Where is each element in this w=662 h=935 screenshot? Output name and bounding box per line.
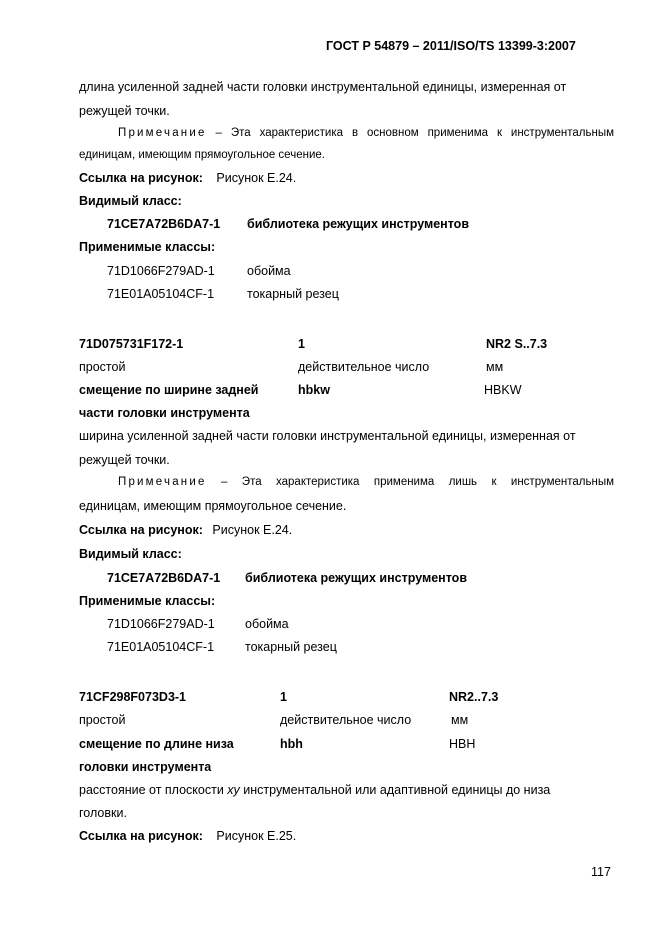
property-name: части головки инструмента <box>79 406 250 420</box>
description-text: инструментальной или адаптивной единицы до низа <box>239 783 551 797</box>
property-code: HBH <box>449 737 476 751</box>
property-code: HBKW <box>484 383 522 397</box>
applicable-class-name: токарный резец <box>247 287 339 301</box>
figure-reference <box>79 523 292 537</box>
applicable-class-name: обойма <box>247 264 291 278</box>
applicable-class-code: 71E01A05104CF-1 <box>107 640 215 654</box>
note-line: единицам, имеющим прямоугольное сечение. <box>79 149 325 161</box>
property-datatype: действительное число <box>298 360 430 374</box>
note-label: Примечание <box>118 476 207 488</box>
figure-reference <box>79 829 296 843</box>
visible-class-name: библиотека режущих инструментов <box>245 571 468 585</box>
property-ref: NR2 S..7.3 <box>486 337 548 351</box>
property-unit: мм <box>486 360 504 374</box>
visible-class-label: Видимый класс: <box>79 194 182 208</box>
property-id: 71CF298F073D3-1 <box>79 690 187 704</box>
property-type: простой <box>79 713 126 727</box>
applicable-class-code: 71E01A05104CF-1 <box>107 287 215 301</box>
visible-class-code: 71CE7A72B6DA7-1 <box>107 571 221 585</box>
description-line: длина усиленной задней части головки инструментальной единицы, измеренная от <box>79 80 567 94</box>
applicable-class-code: 71D1066F279AD-1 <box>107 617 215 631</box>
note-line <box>118 127 614 139</box>
visible-class-label: Видимый класс: <box>79 547 182 561</box>
figure-reference-value: Рисунок Е.24. <box>216 171 297 185</box>
note-text: – Эта характеристика применима лишь к инструментальным <box>206 476 614 488</box>
property-name: головки инструмента <box>79 760 212 774</box>
visible-class-code: 71CE7A72B6DA7-1 <box>107 217 221 231</box>
description-line <box>79 783 550 797</box>
figure-reference-label: Ссылка на рисунок: <box>79 171 203 185</box>
figure-reference <box>79 171 296 185</box>
document-header: ГОСТ Р 54879 – 2011/ISO/TS 13399-3:2007 <box>326 39 576 53</box>
applicable-class-name: обойма <box>245 617 289 631</box>
property-ref: NR2..7.3 <box>449 690 499 704</box>
property-version: 1 <box>280 690 287 704</box>
property-type: простой <box>79 360 126 374</box>
description-line: режущей точки. <box>79 104 170 118</box>
note-label: Примечание <box>118 127 207 139</box>
figure-reference-value: Рисунок Е.25. <box>216 829 297 843</box>
property-id: 71D075731F172-1 <box>79 337 184 351</box>
applicable-classes-label: Применимые классы: <box>79 240 216 254</box>
property-name: смещение по ширине задней <box>79 383 259 397</box>
note-line: единицам, имеющим прямоугольное сечение. <box>79 499 347 513</box>
property-datatype: действительное число <box>280 713 412 727</box>
property-name: смещение по длине низа <box>79 737 234 751</box>
description-line: головки. <box>79 806 127 820</box>
figure-reference-label: Ссылка на рисунок: <box>79 523 203 537</box>
note-text: – Эта характеристика в основном применима к инструментальным <box>206 127 614 139</box>
property-symbol: hbkw <box>298 383 330 397</box>
page-number: 117 <box>591 865 611 879</box>
description-text: расстояние от плоскости <box>79 783 228 797</box>
description-line: режущей точки. <box>79 453 170 467</box>
property-version: 1 <box>298 337 305 351</box>
property-symbol: hbh <box>280 737 303 751</box>
figure-reference-value: Рисунок Е.24. <box>212 523 293 537</box>
applicable-class-name: токарный резец <box>245 640 337 654</box>
applicable-classes-label: Применимые классы: <box>79 594 216 608</box>
description-italic: xy <box>227 783 240 797</box>
visible-class-name: библиотека режущих инструментов <box>247 217 470 231</box>
description-line: ширина усиленной задней части головки инструментальной единицы, измеренная от <box>79 429 576 443</box>
property-unit: мм <box>451 713 469 727</box>
applicable-class-code: 71D1066F279AD-1 <box>107 264 215 278</box>
note-line <box>118 476 614 488</box>
figure-reference-label: Ссылка на рисунок: <box>79 829 203 843</box>
